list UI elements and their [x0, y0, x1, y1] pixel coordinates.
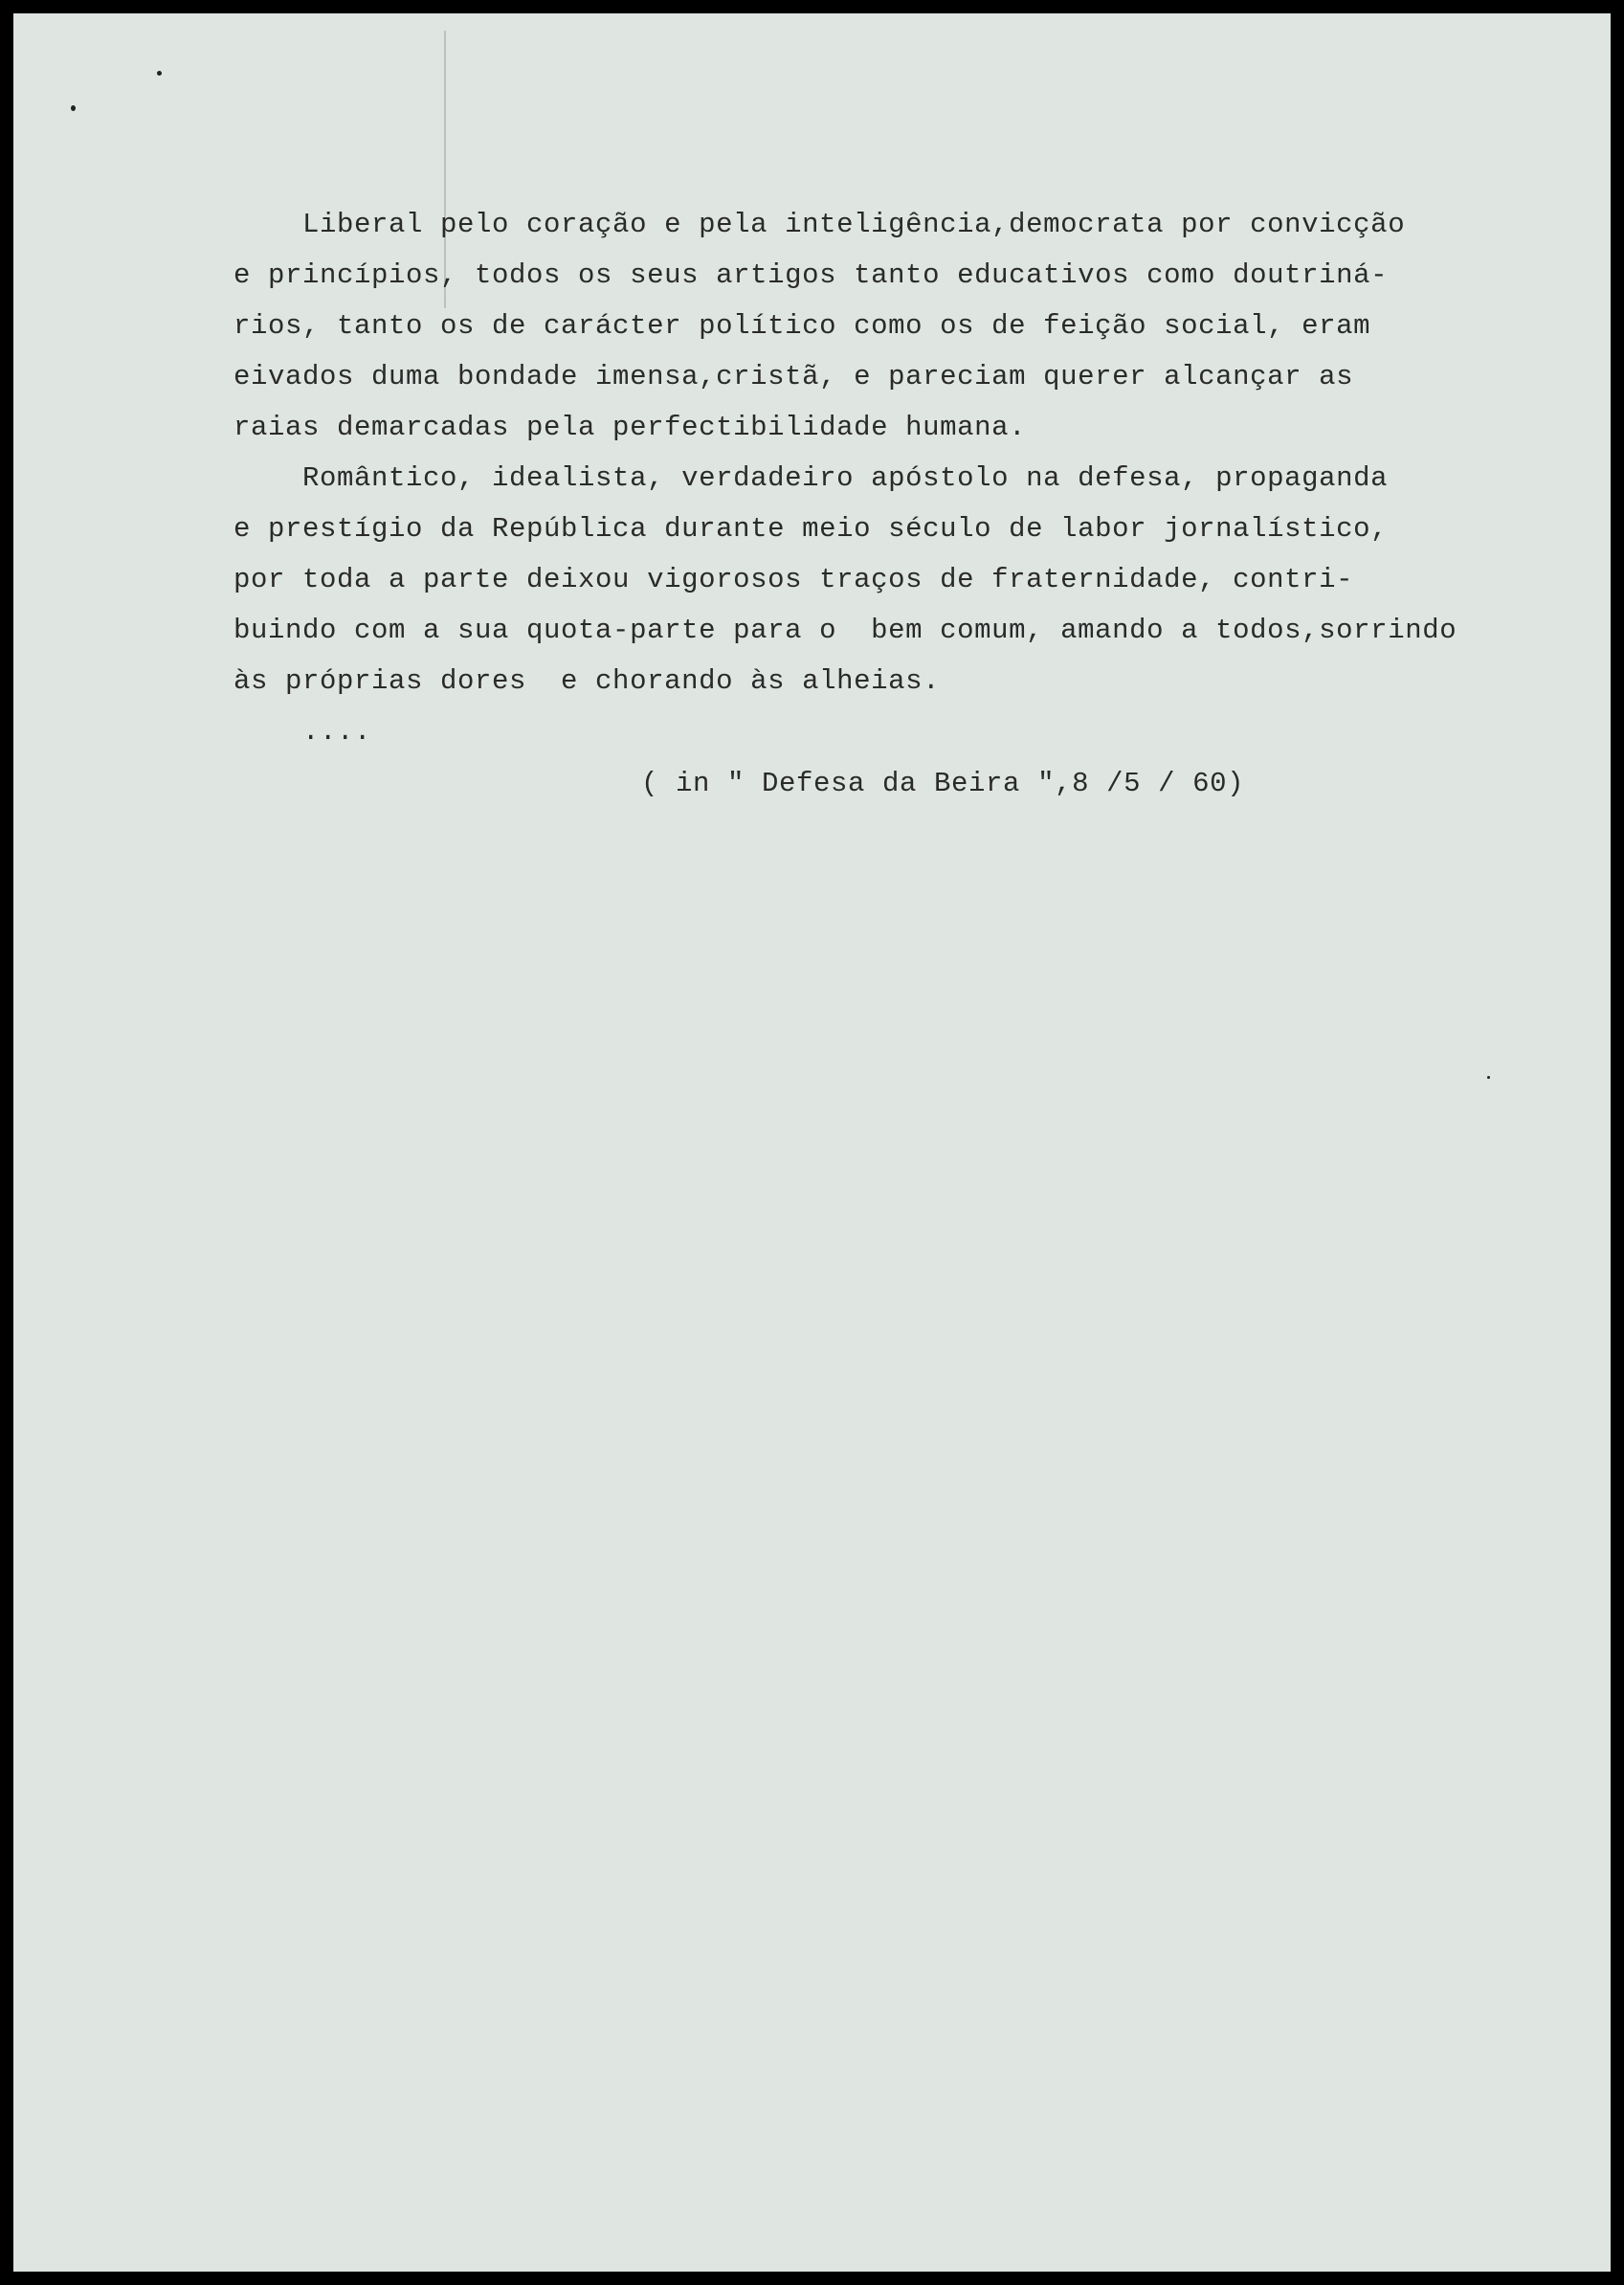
text-line: eivados duma bondade imensa,cristã, e pareciam querer alcançar as [234, 361, 1354, 392]
text-line: e prestígio da República durante meio século de labor jornalístico, [234, 513, 1389, 545]
text-line: rios, tanto os de carácter político como os de feição social, eram [234, 310, 1371, 342]
typed-page [13, 13, 1611, 2272]
ink-speck [71, 105, 76, 111]
text-line: e princípios, todos os seus artigos tanto educativos como doutriná- [234, 259, 1389, 291]
text-line: Romântico, idealista, verdadeiro apóstolo na defesa, propaganda [234, 462, 1389, 494]
text-line: por toda a parte deixou vigorosos traços de fraternidade, contri- [234, 564, 1354, 595]
text-line: raias demarcadas pela perfectibilidade humana. [234, 412, 1027, 443]
ellipsis-line: .... [234, 716, 372, 748]
citation-line: ( in " Defesa da Beira ",8 /5 / 60) [641, 768, 1245, 799]
ink-speck [157, 71, 162, 76]
ink-speck [1487, 1076, 1490, 1079]
text-line: às próprias dores e chorando às alheias. [234, 665, 941, 697]
text-line: buindo com a sua quota-parte para o bem comum, amando a todos,sorrindo [234, 615, 1457, 646]
text-line: Liberal pelo coração e pela inteligência,democrata por convicção [234, 209, 1406, 240]
